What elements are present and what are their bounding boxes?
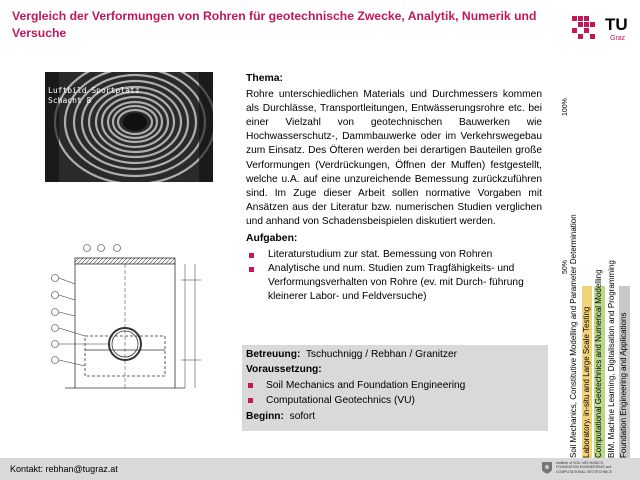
topic-bar-label: Laboratory, in-situ and Large Scale Testing bbox=[581, 306, 591, 458]
logo-text: TU bbox=[605, 15, 628, 34]
list-item: Analytische und num. Studien zum Tragfähigkeits- und Verformungsverhalten von Rohre (ev. mit Durch- führung kleinerer Labor- und Feldversuche) bbox=[246, 262, 542, 304]
thema-text: Rohre unterschiedlichen Materials und Durchmessers kommen als Durchlässe, Transportleitungen, Entwässerungsrohre etc. bei einer Vielzahl von geotechnischen Bauwerken wie Hochwasserschutz-, Dammbauwerke oder im Verkehrswegebau zum Einsatz. Des Öfteren werden bei derartigen Bauteilen große Verformungen (Verdrückungen, Öffnen der Muffen) festgestellt, welche u.A. auf eine unzureichende Bemessung zurückzuführen sind. Im Zuge dieser Arbeit sollen normative Vorgaben mit Ansätzen aus der Literatur bzw. numerischen Studien verglichen und anhand von Schadensbeispielen diskutiert werden. bbox=[246, 89, 542, 227]
info-panel bbox=[242, 345, 548, 431]
list-item: Literaturstudium zur stat. Bemessung von Rohren bbox=[246, 248, 542, 262]
tu-graz-logo bbox=[572, 16, 634, 42]
topic-bars bbox=[562, 86, 634, 458]
topic-bar-label: Soil Mechanics, Constitutive Modelling and Parameter Determination bbox=[569, 214, 578, 458]
contact-text: Kontakt: rebhan@tugraz.at bbox=[10, 464, 118, 474]
footer bbox=[0, 458, 640, 480]
beginn-row bbox=[246, 409, 548, 424]
page-title: Vergleich der Verformungen von Rohren für geotechnische Zwecke, Analytik, Numerik und Versuche bbox=[12, 9, 537, 40]
pct-100-label: 100% bbox=[562, 98, 569, 116]
betreuung-label: Betreuung: bbox=[246, 349, 301, 360]
list-item: Computational Geotechnics (VU) bbox=[246, 393, 548, 408]
thema-heading: Thema: bbox=[246, 73, 283, 84]
voraussetzung-label: Voraussetzung: bbox=[246, 364, 322, 376]
aufgaben-list bbox=[246, 248, 542, 304]
betreuung-row bbox=[246, 347, 548, 362]
pipe-installation-drawing bbox=[45, 240, 213, 395]
aufgaben-heading: Aufgaben: bbox=[246, 233, 298, 245]
topic-bar-label: Foundation Engineering and Applications bbox=[619, 312, 628, 458]
institute-name: Institute of SOIL MECHANICS, FOUNDATION ENGINEERING and COMPUTATIONAL GEOTECHNICS bbox=[556, 461, 613, 474]
pct-50-label: 50% bbox=[562, 259, 569, 274]
list-item: Soil Mechanics and Foundation Engineering bbox=[246, 378, 548, 393]
topic-bar-label: Computational Geotechnics and Numerical Modelling bbox=[594, 269, 603, 458]
beginn-label: Beginn: bbox=[246, 410, 284, 422]
topic-bar-label: BIM, Machine Learning, Digitalisation and Programming bbox=[606, 260, 616, 458]
logo-grid-icon bbox=[572, 16, 602, 42]
institute-crest-icon bbox=[540, 460, 554, 478]
logo-subtext: Graz bbox=[610, 35, 626, 42]
betreuung-value: Tschuchnigg / Rebhan / Granitzer bbox=[305, 349, 458, 360]
pipe-interior-photo bbox=[45, 72, 213, 182]
photo-caption: Luftbild Sportplatz Schacht 8 bbox=[48, 86, 140, 105]
beginn-value: sofort bbox=[289, 410, 316, 422]
voraussetzung-list bbox=[246, 378, 548, 409]
thema-section bbox=[246, 72, 542, 305]
